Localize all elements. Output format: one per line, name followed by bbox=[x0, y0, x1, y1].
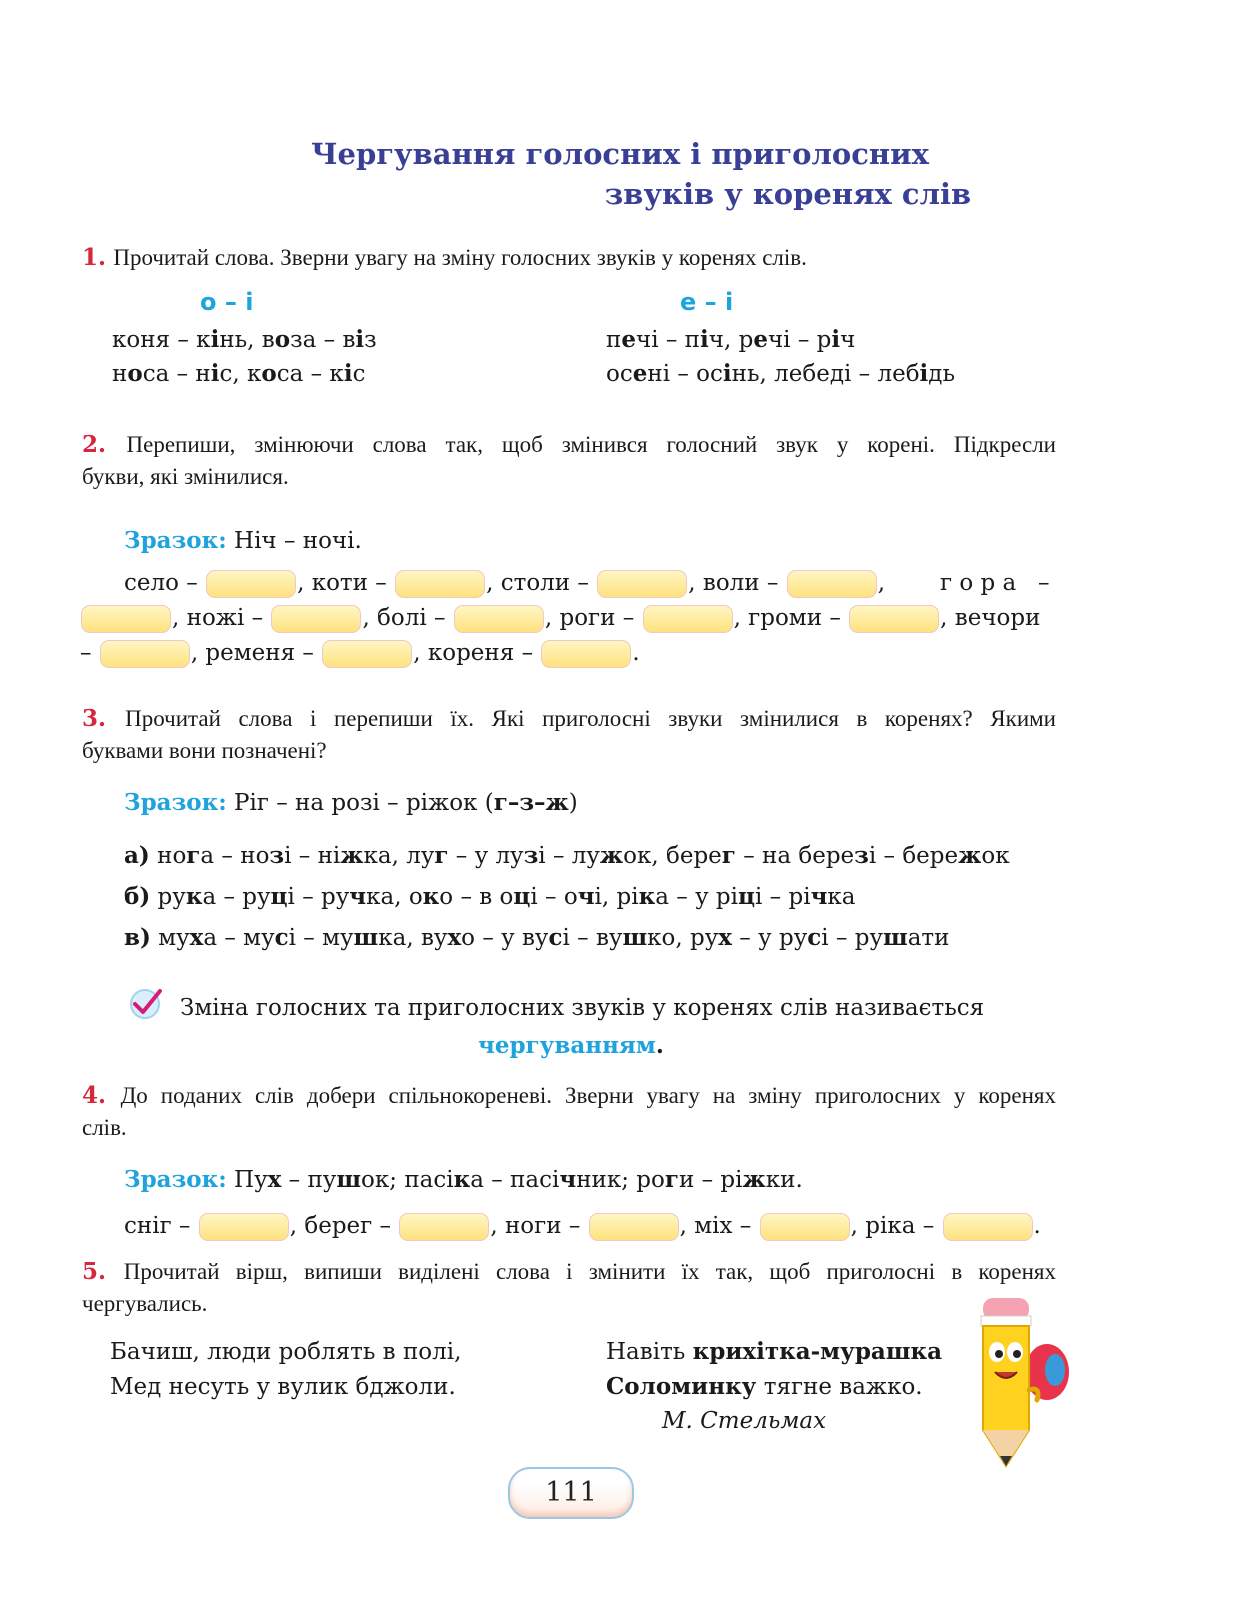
highlighted-letter: ж bbox=[958, 842, 982, 869]
text-segment: ос bbox=[606, 361, 633, 387]
page-title-line2: звуків у коренях слів bbox=[604, 177, 972, 211]
answer-blank[interactable] bbox=[787, 570, 877, 598]
text-segment: – на бере bbox=[735, 843, 855, 869]
text-segment: і – му bbox=[288, 925, 354, 951]
word: , воли – bbox=[688, 570, 779, 596]
vowel-pair-e-i: е – і bbox=[680, 288, 734, 316]
text-segment: му bbox=[158, 925, 190, 951]
text-segment: ру bbox=[157, 884, 186, 910]
answer-blank[interactable] bbox=[454, 605, 544, 633]
word: , роги – bbox=[544, 605, 635, 631]
exercise-number: 3. bbox=[82, 705, 107, 732]
word: , міх – bbox=[679, 1213, 752, 1239]
instruction-text: До поданих слів добери спільнокореневі. Зверни увагу на зміну приголосних у коренях bbox=[120, 1083, 1056, 1108]
word-row bbox=[112, 325, 377, 355]
sample bbox=[124, 1165, 803, 1195]
highlighted-letter: ч bbox=[559, 1166, 577, 1193]
answer-blank[interactable] bbox=[395, 570, 485, 598]
highlighted-word: крихітка-мурашка bbox=[692, 1338, 943, 1365]
text-segment: а – ру bbox=[202, 884, 271, 910]
highlighted-letter: о bbox=[261, 360, 277, 387]
highlighted-letter: е bbox=[632, 360, 648, 387]
text-segment: ка bbox=[827, 884, 856, 910]
highlighted-letter: з bbox=[854, 842, 869, 869]
page-title: Чергування голосних і приголосних bbox=[311, 137, 929, 171]
text-segment: ок bbox=[981, 843, 1010, 869]
highlighted-letter: ж bbox=[599, 842, 624, 869]
word: , кореня – bbox=[413, 640, 534, 666]
instruction-text-cont: слів. bbox=[82, 1115, 127, 1140]
answer-blank[interactable] bbox=[541, 640, 631, 668]
instruction-text: Прочитай слова. Зверни увагу на зміну голосних звуків у коренях слів. bbox=[113, 245, 807, 270]
sample-label: Зразок: bbox=[124, 1166, 227, 1193]
period: . bbox=[655, 1032, 664, 1059]
blank-row-2 bbox=[80, 603, 1040, 633]
word-row bbox=[606, 325, 855, 355]
text-segment: ч, р bbox=[708, 327, 754, 353]
text-segment: ) bbox=[568, 790, 578, 816]
text-segment: о – у ву bbox=[461, 925, 549, 951]
highlighted-letter: ц bbox=[513, 883, 531, 910]
text-segment: н bbox=[112, 361, 128, 387]
dash: – bbox=[80, 640, 92, 666]
highlighted-word: Соломинку bbox=[606, 1373, 757, 1400]
poem-line bbox=[606, 1337, 942, 1367]
text-segment: ок, бере bbox=[623, 843, 722, 869]
word: . bbox=[632, 640, 640, 666]
list-text bbox=[157, 843, 1010, 869]
highlighted-letter: ш bbox=[882, 924, 908, 951]
highlighted-letter: е bbox=[621, 326, 636, 353]
list-item bbox=[124, 841, 1010, 871]
rule-term: чергуванням bbox=[478, 1032, 656, 1059]
highlighted-letter: с bbox=[274, 924, 289, 951]
word: , коти – bbox=[297, 570, 387, 596]
sample-label: Зразок: bbox=[124, 789, 227, 816]
text-segment: ок; пасі bbox=[361, 1167, 454, 1193]
highlighted-letter: к bbox=[453, 1166, 471, 1193]
list-item bbox=[124, 923, 949, 953]
answer-blank[interactable] bbox=[589, 1213, 679, 1241]
text-segment: і – рі bbox=[755, 884, 811, 910]
highlighted-letter: г bbox=[664, 1166, 679, 1193]
text-segment: і – ру bbox=[821, 925, 883, 951]
sample-text bbox=[227, 790, 578, 816]
answer-blank[interactable] bbox=[643, 605, 733, 633]
text-segment: с bbox=[352, 361, 366, 387]
text-segment: і – ні bbox=[284, 843, 341, 869]
instruction-text: Прочитай вірш, випиши виділені слова і змінити їх так, щоб приголосні в коренях bbox=[123, 1259, 1056, 1284]
answer-blank[interactable] bbox=[849, 605, 939, 633]
word-row bbox=[606, 359, 955, 389]
highlighted-letter: ч bbox=[810, 883, 828, 910]
answer-blank[interactable] bbox=[81, 605, 171, 633]
list-text bbox=[158, 925, 949, 951]
text-segment: нь, в bbox=[219, 327, 275, 353]
poem-line bbox=[606, 1372, 923, 1402]
blank-row bbox=[124, 1211, 1041, 1241]
word: , ножі – bbox=[172, 605, 264, 631]
exercise-number: 2. bbox=[82, 431, 107, 458]
text-segment: коня – к bbox=[112, 327, 211, 353]
instruction-text-cont: чергувались. bbox=[82, 1291, 208, 1316]
word: , болі – bbox=[362, 605, 446, 631]
exercise-2-instruction bbox=[82, 430, 1056, 460]
poem-author: М. Стельмах bbox=[662, 1408, 827, 1434]
word: село – bbox=[124, 570, 198, 596]
text-segment: о – в о bbox=[439, 884, 514, 910]
word: . bbox=[1033, 1213, 1041, 1239]
highlighted-letter: с bbox=[548, 924, 563, 951]
word: , столи – bbox=[486, 570, 589, 596]
text-segment: ні – ос bbox=[647, 361, 723, 387]
text-segment: – у лу bbox=[448, 843, 524, 869]
rule-term-line bbox=[478, 1031, 664, 1061]
text-segment: за – в bbox=[290, 327, 356, 353]
text-segment: а – му bbox=[203, 925, 275, 951]
highlighted-letter: і bbox=[210, 360, 220, 387]
highlighted-letter: о bbox=[127, 360, 143, 387]
highlighted-letter: і bbox=[355, 326, 365, 353]
highlighted-letter: е bbox=[753, 326, 768, 353]
word: , вечори bbox=[940, 605, 1041, 631]
highlighted-letter: г bbox=[434, 842, 449, 869]
text-segment: а – у рі bbox=[655, 884, 738, 910]
list-label: в) bbox=[124, 924, 151, 951]
text-segment: п bbox=[606, 327, 622, 353]
text-segment: нь, лебеді – леб bbox=[731, 361, 920, 387]
highlighted-letter: ш bbox=[353, 924, 379, 951]
highlighted-letter: к bbox=[185, 883, 203, 910]
text-segment: Пу bbox=[226, 1167, 268, 1193]
text-segment: с, к bbox=[219, 361, 262, 387]
text-segment: з bbox=[364, 327, 377, 353]
highlighted-letter: г bbox=[721, 842, 736, 869]
highlighted-letter: ж bbox=[340, 842, 364, 869]
text-segment: і, рі bbox=[594, 884, 639, 910]
answer-blank[interactable] bbox=[760, 1213, 850, 1241]
text-segment: ка, ву bbox=[378, 925, 448, 951]
instruction-text-cont: букви, які змінилися. bbox=[82, 464, 289, 489]
word: , bbox=[877, 570, 886, 596]
highlighted-letter: г bbox=[186, 842, 201, 869]
word: , ріка – bbox=[850, 1213, 935, 1239]
sample-text bbox=[227, 1167, 803, 1193]
text-segment: – пу bbox=[281, 1167, 337, 1193]
poem-text: тягне важко. bbox=[756, 1374, 923, 1400]
rule-text: Зміна голосних та приголосних звуків у коренях слів називається bbox=[180, 995, 985, 1021]
sample-text: Ніч – ночі. bbox=[226, 528, 362, 554]
poem-line: Бачиш, люди роблять в полі, bbox=[110, 1339, 462, 1365]
highlighted-letter: ч bbox=[349, 883, 367, 910]
word-row bbox=[112, 359, 365, 389]
answer-blank[interactable] bbox=[206, 570, 296, 598]
text-segment: і – ру bbox=[287, 884, 350, 910]
poem-line: Мед несуть у вулик бджоли. bbox=[110, 1374, 456, 1400]
exercise-number: 5. bbox=[82, 1258, 107, 1285]
text-segment: ч bbox=[840, 327, 856, 353]
text-segment: чі – р bbox=[767, 327, 832, 353]
answer-blank[interactable] bbox=[943, 1213, 1033, 1241]
highlighted-letter: і bbox=[919, 360, 929, 387]
highlighted-letter: о bbox=[274, 326, 291, 353]
blank-row-3 bbox=[80, 638, 640, 668]
highlighted-letter: ц bbox=[270, 883, 288, 910]
highlighted-letter: ш bbox=[336, 1166, 362, 1193]
text-segment: а – пасі bbox=[470, 1167, 560, 1193]
checkmark-icon bbox=[128, 985, 164, 1021]
pencil-mascot-icon bbox=[975, 1290, 1075, 1470]
highlighted-letter: с bbox=[807, 924, 822, 951]
highlighted-letter: і bbox=[700, 326, 709, 353]
exercise-3-instruction bbox=[82, 704, 1056, 734]
highlighted-letter: ч bbox=[577, 883, 595, 910]
highlighted-letter: х bbox=[447, 924, 462, 951]
word: , громи – bbox=[733, 605, 841, 631]
instruction-text: Прочитай слова і перепиши їх. Які приголосні звуки змінилися в коренях? Якими bbox=[125, 706, 1056, 731]
answer-blank[interactable] bbox=[399, 1213, 489, 1241]
list-label: а) bbox=[124, 842, 150, 869]
text-segment: а – но bbox=[200, 843, 270, 869]
text-segment: ко, ру bbox=[647, 925, 719, 951]
text-segment: ка, лу bbox=[363, 843, 435, 869]
text-segment: са – к bbox=[276, 361, 344, 387]
text-segment: ка, о bbox=[366, 884, 423, 910]
word: сніг – bbox=[124, 1213, 191, 1239]
text-segment: ник; ро bbox=[576, 1167, 665, 1193]
text-segment: – у ру bbox=[732, 925, 808, 951]
highlighted-letter: х bbox=[189, 924, 204, 951]
highlighted-letter: ш bbox=[622, 924, 648, 951]
dash: – bbox=[1038, 570, 1050, 596]
word: , берег – bbox=[289, 1213, 392, 1239]
highlighted-letter: і bbox=[722, 360, 732, 387]
highlighted-letter: з bbox=[523, 842, 539, 869]
text-segment: Ріг – на розі – ріжок ( bbox=[226, 790, 494, 816]
text-segment: дь bbox=[928, 361, 955, 387]
list-item bbox=[124, 882, 856, 912]
poem-text: Навіть bbox=[606, 1339, 693, 1365]
text-segment: чі – п bbox=[635, 327, 700, 353]
list-label: б) bbox=[124, 883, 151, 910]
blank-row-1 bbox=[124, 568, 885, 598]
highlighted-letter: х bbox=[267, 1166, 282, 1193]
sample bbox=[124, 526, 362, 556]
highlighted-letter: і bbox=[210, 326, 220, 353]
word: , ноги – bbox=[490, 1213, 581, 1239]
list-text bbox=[158, 884, 856, 910]
exercise-number: 1. bbox=[82, 244, 107, 271]
highlighted-letter: х bbox=[718, 924, 732, 951]
highlighted-letter: ж bbox=[742, 1166, 766, 1193]
page-number: 111 bbox=[508, 1467, 634, 1519]
highlighted-letter: г–з–ж bbox=[493, 789, 569, 816]
text-segment: і – бере bbox=[868, 843, 959, 869]
highlighted-letter: ц bbox=[738, 883, 755, 910]
answer-blank[interactable] bbox=[322, 640, 412, 668]
word-spaced: г о р а bbox=[940, 570, 1017, 596]
exercise-4-instruction bbox=[82, 1081, 1056, 1111]
answer-blank[interactable] bbox=[100, 640, 190, 668]
text-segment: і – лу bbox=[538, 843, 600, 869]
highlighted-letter: з bbox=[269, 842, 285, 869]
answer-blank[interactable] bbox=[271, 605, 361, 633]
text-segment: і – о bbox=[530, 884, 578, 910]
vowel-pair-o-i: о – і bbox=[200, 288, 254, 316]
text-segment: но bbox=[157, 843, 187, 869]
word: , ременя – bbox=[190, 640, 314, 666]
sample bbox=[124, 788, 578, 818]
text-segment: са – н bbox=[142, 361, 211, 387]
exercise-5-instruction bbox=[82, 1257, 1056, 1287]
text-segment: ати bbox=[907, 925, 950, 951]
instruction-text: Перепиши, змінюючи слова так, щоб змінився голосний звук у корені. Підкресли bbox=[126, 432, 1056, 457]
exercise-1-instruction bbox=[82, 243, 807, 273]
highlighted-letter: і bbox=[343, 360, 353, 387]
text-segment: і – ву bbox=[562, 925, 623, 951]
highlighted-letter: і bbox=[831, 326, 841, 353]
instruction-text-cont: буквами вони позначені? bbox=[82, 738, 327, 763]
text-segment: и – рі bbox=[678, 1167, 743, 1193]
answer-blank[interactable] bbox=[199, 1213, 289, 1241]
exercise-number: 4. bbox=[82, 1082, 107, 1109]
highlighted-letter: к bbox=[638, 883, 656, 910]
highlighted-letter: к bbox=[422, 883, 440, 910]
sample-label: Зразок: bbox=[124, 527, 227, 554]
answer-blank[interactable] bbox=[597, 570, 687, 598]
text-segment: ки. bbox=[765, 1167, 803, 1193]
